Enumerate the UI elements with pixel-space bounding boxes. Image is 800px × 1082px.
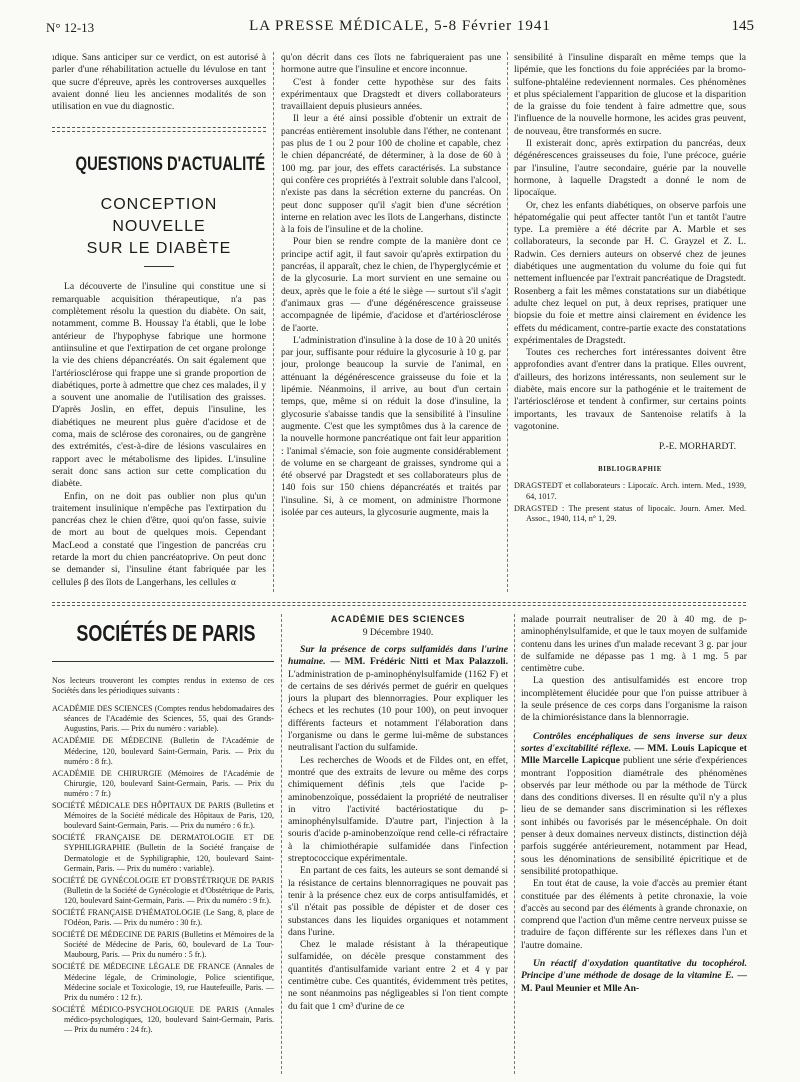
paragraph: Pour bien se rendre compte de la manière dont ce principe actif agit, il faut savoir qu'après extirpation du pancréas, il apparaît, chez le chien, de l'hyperglycémie et de la glycosurie. La mort survient en une semaine ou deux, après que le foie a été le siège — surtout s'il s'agit d'animaux gras — d'une dégénérescence graisseuse accompagnée de lipémie, d'acidose et d'artériosclérose de l'aorte. xyxy=(281,236,501,334)
paragraph: C'est à fonder cette hypothèse sur des faits expérimentaux que Dragstedt et divers collaborateurs travaillaient depuis plusieurs années. xyxy=(281,76,501,113)
divider xyxy=(52,131,266,132)
article-paragraph xyxy=(521,731,747,879)
divider xyxy=(52,127,266,128)
academy-title: ACADÉMIE DES SCIENCES xyxy=(330,614,466,624)
page-header xyxy=(46,18,754,42)
paragraph: Enfin, on ne doit pas oublier non plus qu'un traitement insulinique n'empêche pas l'extirpation du pancréas chez le chien d'être, quoi qu'on fasse, suivie de mort au bout de quelques mois. Cependant MacLeod a constaté que l'ingestion de pancréas cru retarde la mort du chien pancréatoprive. On peut donc se demander si, l'insuline étant fabriquée par les cellules β des îlots de Langerhans, les cellules α xyxy=(52,490,266,588)
article-paragraph xyxy=(521,958,747,995)
article-lead: L'administration de p-aminophénylsulfamide (1162 F) et de certains de ses dérivés permet de guérir en quelques jours la plupart des blennorragies. Pour expliquer les échecs et les rechutes (10 pour 100), on peut invoquer différents facteurs et notamment l'élaboration dans l'organisme ou dans le germe lui-même de substances neutralisant l'action du sulfamide. xyxy=(288,668,508,754)
continuation-text: ıdique. Sans anticiper sur ce verdict, on est autorisé à parler d'une réhabilitation actuelle du lévulose en tant que sucre d'épreuve, après les controverses auxquelles avaient donné lieu les anciennes modalités de son utilisation en vue du diagnostic. xyxy=(52,52,266,113)
bibliography-heading: BIBLIOGRAPHIE xyxy=(598,466,662,474)
periodicals-list xyxy=(52,676,274,1035)
paragraph: La question des antisulfamidés est encore trop incomplètement élucidée pour que l'on puisse attribuer à la seule présence de ces corps dans l'organisme la raison de la chimiorésistance dans la blennorragie. xyxy=(521,675,747,724)
article-title-line-1: CONCEPTION NOUVELLE xyxy=(100,196,218,236)
author-signature: P.-E. MORHARDT. xyxy=(658,441,736,453)
bottom-column-2 xyxy=(288,614,508,1074)
bibliography xyxy=(514,481,746,525)
paragraph: Il existerait donc, après extirpation du pancréas, deux dégénérescences graisseuses du foie, l'une précoce, guérie par l'insuline, l'autre secondaire, guérie par la nouvelle hormone, à laquelle Dragstedt a donné le nom de lipocaïque. xyxy=(514,138,746,199)
article-title: Contrôles encéphaliques de sens inverse sur deux sortes d'excitabilité réflexe. xyxy=(521,730,747,754)
article-authors: — MM. Louis Lapicque et Mlle Marcelle Lapicque xyxy=(521,742,747,767)
list-intro: Nos lecteurs trouveront les comptes rendus in extenso de ces Sociétés dans les périodiques suivants : xyxy=(52,676,274,696)
column-divider xyxy=(281,614,282,1074)
session-date: 9 Décembre 1940. xyxy=(362,627,434,638)
list-item: SOCIÉTÉ DE MÉDECINE DE PARIS (Bulletins et Mémoires de la Société de Médecine de Paris, 60, boulevard de La Tour-Maubourg, Paris. — Prix du numéro : 5 fr.). xyxy=(52,930,274,960)
paragraph: Il leur a été ainsi possible d'obtenir un extrait de pancréas entièrement insoluble dans l'éther, ne contenant pas plus de 1 ou 2 pour 100 de choline et capable, chez le chien dépancréaté, de déterminer, à la dose de 60 à 100 mg. par jour, des effets caractérisés. La substance qui confère ces propriétés à l'extrait soluble dans l'alcool, n'existe pas dans la sécrétion externe du pancréas. On peut donc supposer qu'il s'agit bien d'une sécrétion interne en relation avec les îlots de Langerhans, distincte à la fois de l'insuline et de la choline. xyxy=(281,113,501,236)
section-title-societes: SOCIÉTÉS DE PARIS xyxy=(76,620,256,646)
paragraph: En tout état de cause, la voie d'accès au premier étant constituée par des éléments à petite chronaxie, la voie d'accès au second par des éléments à grande chronaxie, on comprend que l'action d'un même centre nerveux puisse se traduire de façon différente sur les réflexes dans l'un et l'autre domaine. xyxy=(521,878,747,951)
page-number: 145 xyxy=(731,18,754,34)
list-item: SOCIÉTÉ DE GYNÉCOLOGIE ET D'OBSTÉTRIQUE DE PARIS (Bulletin de la Société de Gynécologie et d'Obstétrique de Paris, 120, boulevard Saint-Germain, Paris. — Prix du numéro : 9 fr.). xyxy=(52,875,274,905)
paragraph: En partant de ces faits, les auteurs se sont demandé si la résistance de certains blennorragiques ne pouvait pas tenir à la présence chez eux de corps antisulfamidés, et s'il n'était pas possible de dépister et de doser ces substances dans les liquides organiques et notamment dans l'urine. xyxy=(288,865,508,938)
paragraph: malade pourrait neutraliser de 20 à 40 mg. de p-aminophénylsulfamide, et que le taux moyen de sulfamide contenu dans les urines d'un malade recevant 3 g. par jour de sulfamide ne dépasse pas 1 mg. à 1 mg. 5 par centimètre cube. xyxy=(521,614,747,675)
section-title-questions: QUESTIONS D'ACTUALITÉ xyxy=(75,154,266,176)
column-divider xyxy=(273,52,274,592)
journal-title: LA PRESSE MÉDICALE, 5-8 Février 1941 xyxy=(249,18,551,34)
bottom-column-3 xyxy=(521,614,747,1074)
list-item: ACADÉMIE DES SCIENCES (Comptes rendus hebdomadaires des séances de l'Académie des Sciences, 55, quai des Grands-Augustins, Paris. — Prix du numéro : variable). xyxy=(52,704,274,734)
issue-number: N° 12-13 xyxy=(46,20,95,35)
article-title: Sur la présence de corps sulfamidés dans l'urine humaine. xyxy=(288,644,508,668)
list-item: SOCIÉTÉ DE MÉDECINE LÉGALE DE FRANCE (Annales de Médecine légale, de Criminologie, Police scientifique, Médecine sociale et Toxicologie, 19, rue Hautefeuille, Paris. — Prix du numéro : 12 fr.). xyxy=(52,962,274,1002)
column-divider xyxy=(514,614,515,1074)
list-item: SOCIÉTÉ FRANÇAISE D'HÉMATOLOGIE (Le Sang, 8, place de l'Odéon, Paris. — Prix du numéro : 30 fr.). xyxy=(52,907,274,928)
bottom-column-1 xyxy=(52,614,274,1074)
article-authors: — MM. Frédéric Nitti et Max Palazzoli. xyxy=(330,656,508,668)
article-title: Un réactif d'oxydation quantitative du tocophérol. Principe d'une méthode de dosage de la vitamine E. xyxy=(521,958,747,982)
list-item: ACADÉMIE DE CHIRURGIE (Mémoires de l'Académie de Chirurgie, 120, boulevard Saint-Germain, Paris. — Prix du numéro : 7 fr.) xyxy=(52,768,274,798)
list-item: SOCIÉTÉ MÉDICALE DES HÔPITAUX DE PARIS (Bulletins et Mémoires de la Société médicale des Hôpitaux de Paris, 120, boulevard Saint-Germain, Paris. — Prix du numéro : 6 fr.). xyxy=(52,801,274,831)
title-rule xyxy=(144,266,174,267)
top-column-1 xyxy=(52,52,266,592)
horizontal-divider xyxy=(52,605,746,606)
paragraph: Toutes ces recherches fort intéressantes doivent être approfondies avant d'entrer dans la pratique. Elles ouvrent, d'ailleurs, des horizons intéressants, non seulement sur le diabète, mais encore sur la pathogénie et le traitement de l'artériosclérose et tendent à confirmer, sur certains points importants, les travaux de Santenoise relatifs à la vagotonine. xyxy=(514,347,746,432)
article-lead: publient une série d'expériences montrant l'opposition diamétrale des phénomènes observés par leur méthode ou par la méthode de Türck dans des conditions diverses. Il en résulte qu'il n'y a plus lieu de se demander sans discrimination si les réflexes sont inhibés ou favorisés par le mésencéphale. On doit penser à deux domaines nerveux distincts, distinction déjà parfois suggérée antérieurement, notamment par Head, sous les dénominations de sensibilité épicritique et de sensibilité protopathique. xyxy=(521,755,747,877)
list-item: ACADÉMIE DE MÉDECINE (Bulletin de l'Académie de Médecine, 120, boulevard Saint-Germain, Paris. — Prix du numéro : 8 fr.). xyxy=(52,736,274,766)
paragraph: Les recherches de Woods et de Fildes ont, en effet, montré que des extraits de levure ou même des corps chimiquement définis ,tels que l'acide p-aminobenzoïque, possédaient la propriété de neutraliser in vitro l'activité bactériostatique du p-aminophénylsulfamide. D'autre part, l'injection à la souris d'acide p-aminobenzoïque rend celle-ci réfractaire à la chimiothérapie sulfamidée dans l'infection streptococcique expérimentale. xyxy=(288,754,508,865)
top-column-3 xyxy=(514,52,746,592)
title-rule xyxy=(52,661,274,662)
paragraph: sensibilité à l'insuline disparaît en même temps que la lipémie, que les fonctions du foie appréciées par la bromo-sulfone-phtaléine redeviennent normales. Ces phénomènes et plus spécialement l'apparition de glucose et la disparition de la graisse du foie tendent à faire admettre que, sous l'influence de la nouvelle hormone, les acides gras peuvent, de nouveau, être transformés en sucre. xyxy=(514,52,746,137)
column-divider xyxy=(507,52,508,592)
article-paragraph xyxy=(288,644,508,755)
list-item: SOCIÉTÉ MÉDICO-PSYCHOLOGIQUE DE PARIS (Annales médico-psychologiques, 120, boulevard Saint-Germain, Paris. — Prix du numéro : 24 fr.). xyxy=(52,1004,274,1034)
top-column-2 xyxy=(281,52,501,592)
bibliography-entry: DRAGSTED : The present status of lipocaïc. Journ. Amer. Med. Assoc., 1940, 114, n° 1, 29. xyxy=(514,504,746,524)
paragraph: qu'on décrit dans ces îlots ne fabriqueraient pas une hormone autre que l'insuline et encore inconnue. xyxy=(281,52,501,76)
article-authors: — M. Paul Meunier et Mlle An- xyxy=(521,970,747,994)
paragraph: La découverte de l'insuline qui constitue une si remarquable acquisition thérapeutique, n'a pas complètement résolu la question du diabète. On sait, notamment, comme B. Houssay l'a établi, que le lobe antérieur de l'hypophyse fabrique une hormone antiinsuline et que l'extirpation de cet organe prolonge la vie des chiens dépancréatés. On sait également que l'artériosclérose qui frappe une si grande proportion de diabétiques, porte à admettre que chez ces malades, il y a souvent une anomalie de l'utilisation des graisses. D'après Joslin, en effet, depuis l'insuline, les diabétiques ne meurent plus guère d'acidose et de coma, mais de sclérose des coronaires, ou de gangrène des extrémités, c'est-à-dire de lésions vasculaires en rapport avec le métabolisme des lipides. L'insuline serait donc sans action sur cette complication du diabète. xyxy=(52,281,266,490)
horizontal-divider xyxy=(52,602,746,603)
bibliography-entry: DRAGSTEDT et collaborateurs : Lipocaïc. Arch. intern. Med., 1939, 64, 1017. xyxy=(514,481,746,501)
article-title-line-2: SUR LE DIABÈTE xyxy=(86,240,232,258)
paragraph: L'administration d'insuline à la dose de 10 à 20 unités par jour, suffisante pour réduire la glycosurie à 10 g. par jour, prolonge beaucoup la survie de l'animal, en atténuant la dégénérescence graisseuse du foie et la lipémie. Néanmoins, il arrive, au bout d'un certain temps, que, même si on réduit la dose d'insuline, la glycosurie s'abaisse tandis que la sensibilité à l'insuline augmente. C'est que les symptômes dus à la carence de la nouvelle hormone pancréatique ont fait leur apparition : l'animal s'émacie, son foie augmente considérablement de volume en se chargeant de graisses, syndrome qui a été observé par Dragstedt et ses collaborateurs plus de 140 fois sur 150 chiens dépancréatés et traités par l'insuline. Si, à ce moment, on administre l'hormone isolée par ces auteurs, la glycosurie augmente, mais la xyxy=(281,334,501,518)
list-item: SOCIÉTÉ FRANÇAISE DE DERMATOLOGIE ET DE SYPHILIGRAPHIE (Bulletin de la Société française de Dermatologie et de Syphiligraphie, 120, boulevard Saint-Germain, Paris. — Prix du numéro : variable). xyxy=(52,833,274,873)
paragraph: Chez le malade résistant à la thérapeutique sulfamidée, on décèle presque constamment des quantités d'antisulfamide variant entre 2 et 4 γ par centimètre cube. Ces quantités, évidemment très petites, ne sont néanmoins pas négligeables si l'on tient compte du fait que 1 cm³ d'urine de ce xyxy=(288,939,508,1012)
paragraph: Or, chez les enfants diabétiques, on observe parfois une hépatomégalie qui peut affecter tantôt l'un et tantôt l'autre type. La première a été décrite par A. Marble et ses collaborateurs, la seconde par H. C. Grayzel et Z. L. Radwin. Ces derniers auteurs on observé chez de jeunes diabétiques une augmentation du volume du foie qui fut nettement influencée par l'extrait pancréatique de Dragstedt. Rosenberg a fait les mêmes constatations sur un diabétique adulte chez lequel on put, à deux reprises, pratiquer une biopsie du foie et mettre ainsi clairement en évidence les effets du médicament, contre-partie exacte des constatations expérimentales de Dragstedt. xyxy=(514,199,746,346)
